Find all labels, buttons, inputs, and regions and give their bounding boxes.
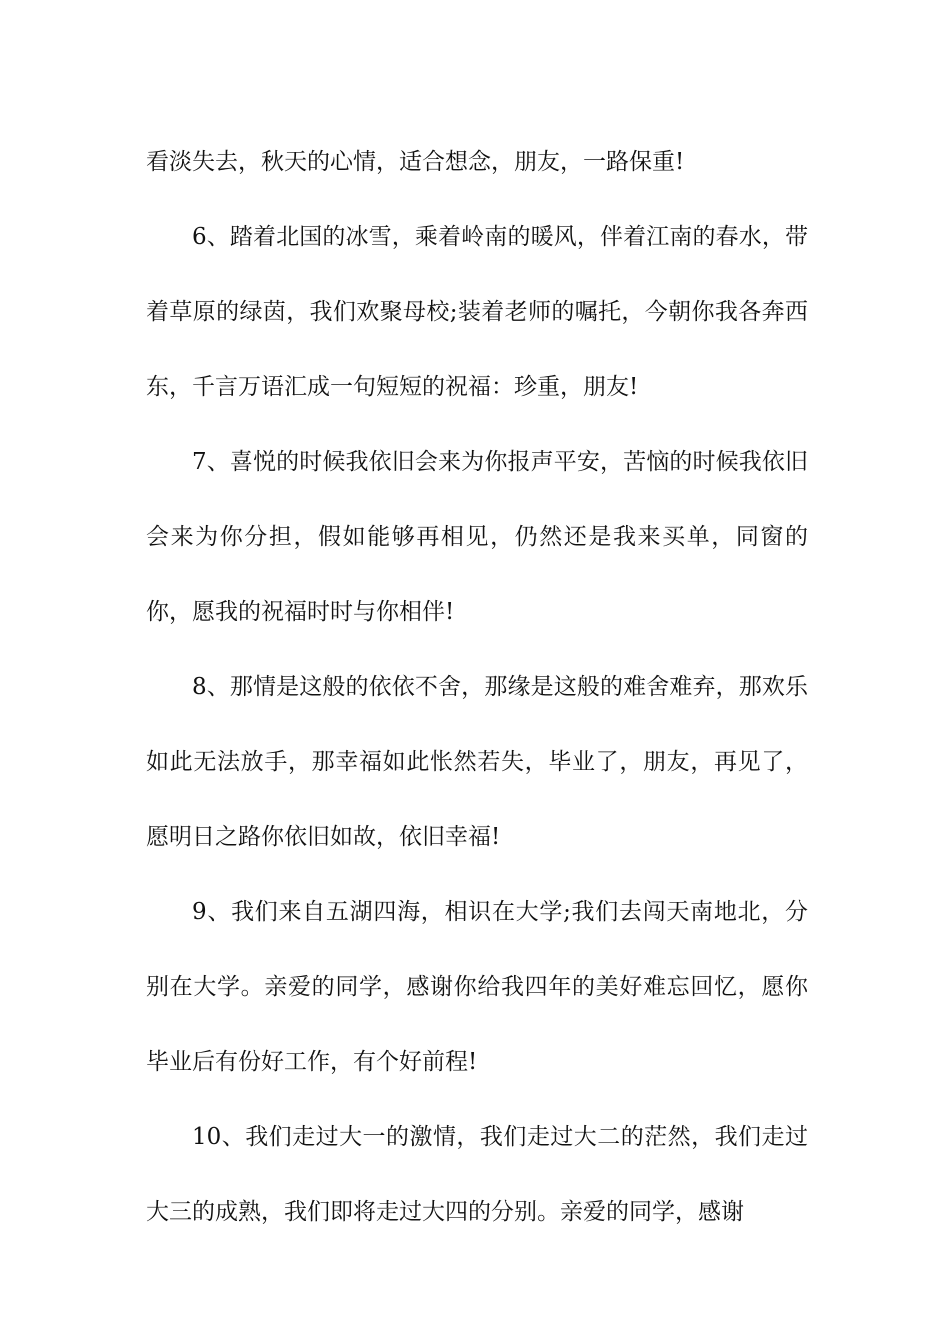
paragraph-item-6: 6、踏着北国的冰雪，乘着岭南的暖风，伴着江南的春水，带着草原的绿茵，我们欢聚母校;装着老师的嘱托，今朝你我各奔西东，千言万语汇成一句短短的祝福：珍重，朋友! (146, 224, 808, 400)
paragraph-item-10: 10、我们走过大一的激情，我们走过大二的茫然，我们走过大三的成熟，我们即将走过大四的分别。亲爱的同学，感谢 (146, 1124, 808, 1225)
document-body (146, 125, 808, 1250)
paragraph-item-8: 8、那情是这般的依依不舍，那缘是这般的难舍难弃，那欢乐如此无法放手，那幸福如此怅然若失，毕业了，朋友，再见了，愿明日之路你依旧如故，依旧幸福! (146, 674, 808, 850)
paragraph-item-7: 7、喜悦的时候我依旧会来为你报声平安，苦恼的时候我依旧会来为你分担，假如能够再相见，仍然还是我来买单，同窗的你，愿我的祝福时时与你相伴! (146, 449, 808, 625)
paragraph-item-9: 9、我们来自五湖四海，相识在大学;我们去闯天南地北，分别在大学。亲爱的同学，感谢你给我四年的美好难忘回忆，愿你毕业后有份好工作，有个好前程! (146, 899, 808, 1075)
paragraph-continuation: 看淡失去，秋天的心情，适合想念，朋友，一路保重! (146, 149, 685, 175)
